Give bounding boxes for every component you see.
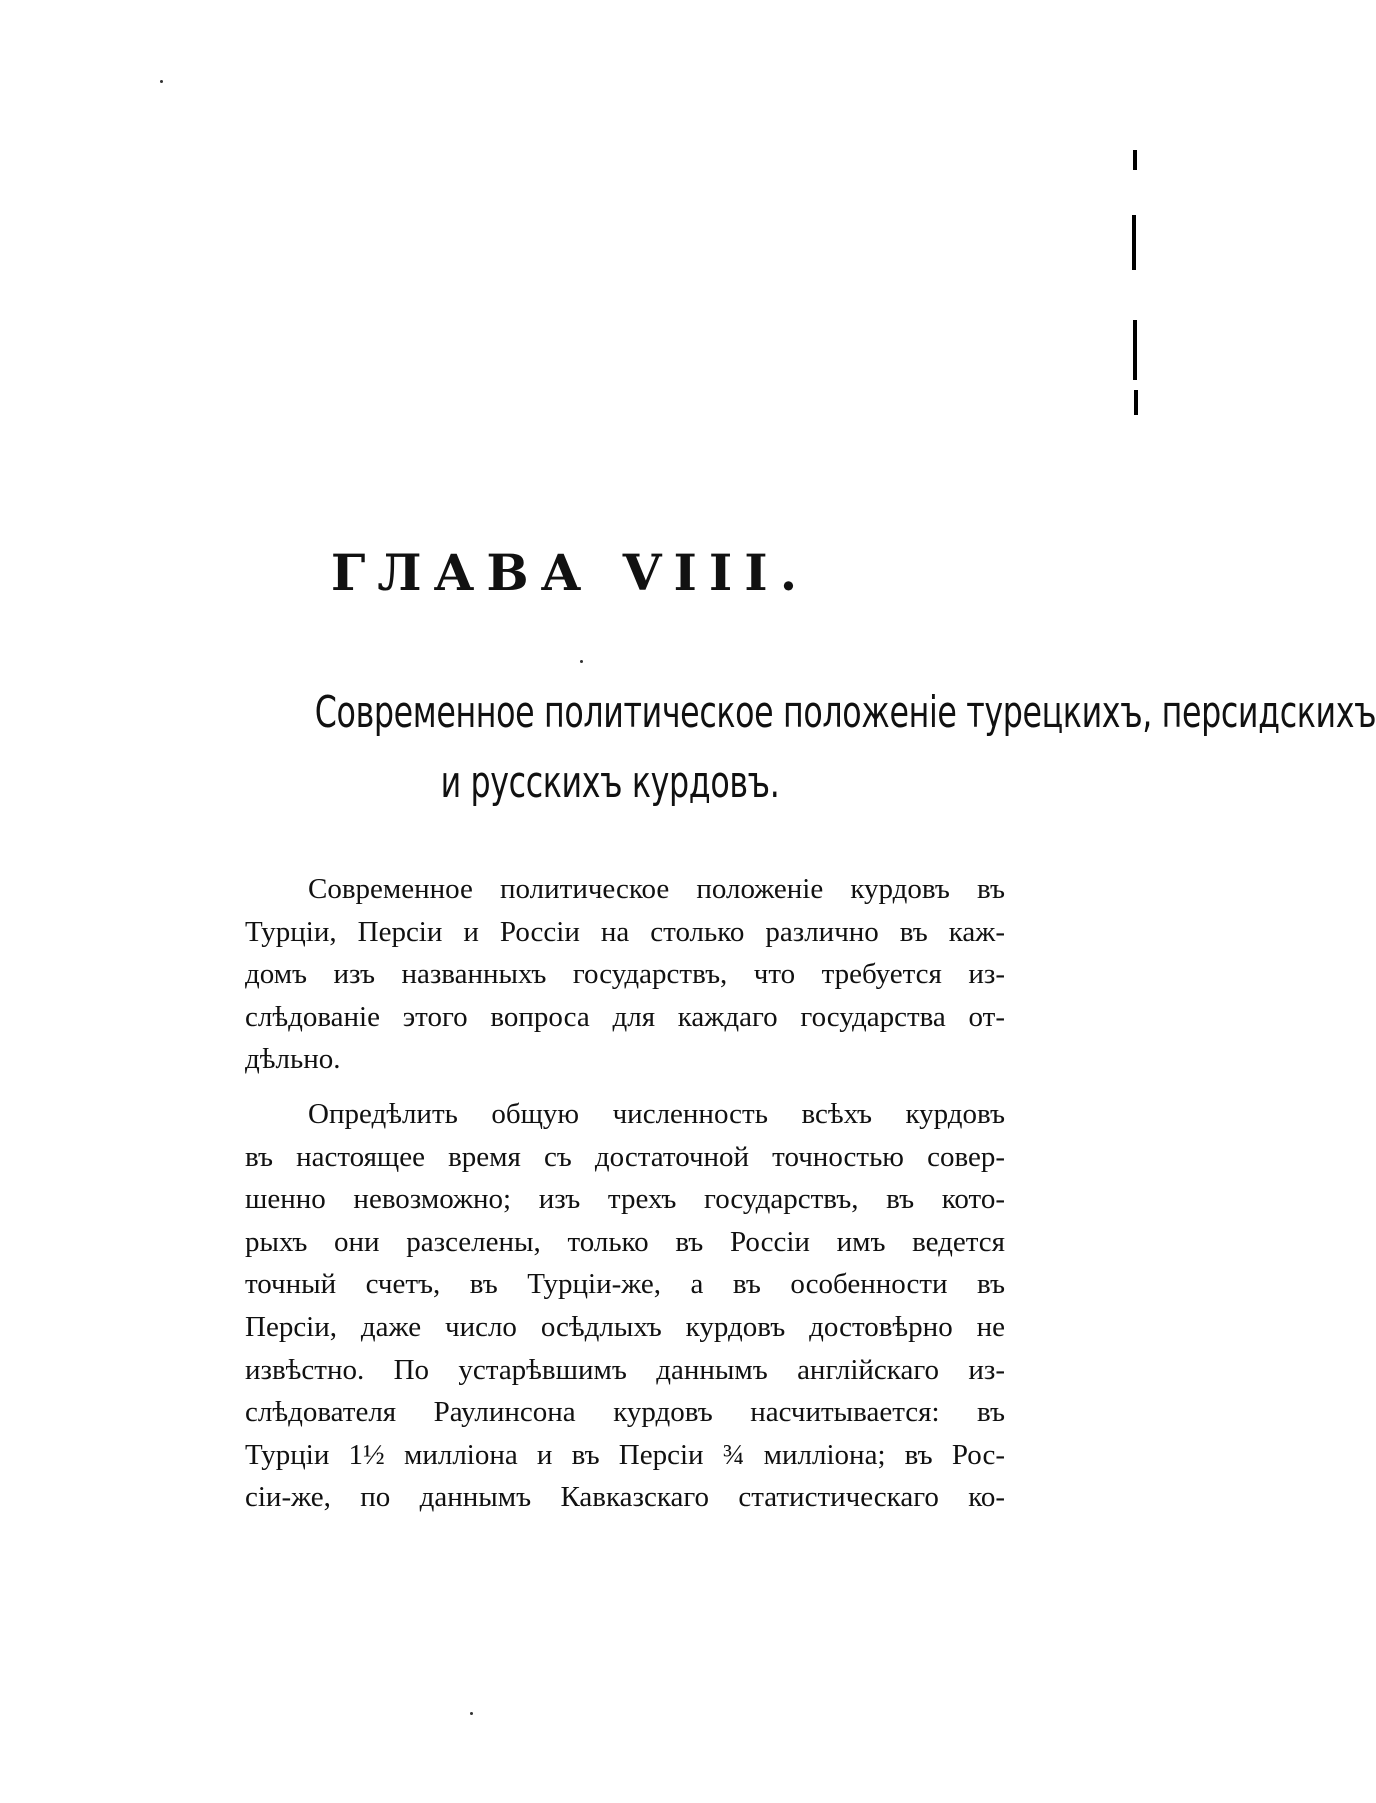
text-line: дѣльно. [245,1043,341,1076]
chapter-title-line: и русскихъ курдовъ. [440,757,780,808]
scan-speck [470,1712,473,1715]
text-line: слѣдователя Раулинсона курдовъ насчитывается: въ [245,1396,1005,1429]
paragraph [245,1093,1005,1519]
scan-speck [580,660,583,663]
chapter-heading: ГЛАВА VIII. [330,543,810,602]
text-line: рыхъ они разселены, только въ Россіи имъ ведется [245,1225,1005,1258]
text-line: въ настоящее время съ достаточной точностью совер- [245,1140,1005,1173]
chapter-title [314,678,1376,818]
scan-edge-mark [1132,215,1136,270]
scan-speck [160,80,163,83]
text-line: точный счетъ, въ Турціи-же, а въ особенности въ [245,1268,1005,1301]
text-line: Персіи, даже число осѣдлыхъ курдовъ достовѣрно не [245,1310,1005,1343]
scan-edge-mark [1133,150,1137,170]
text-line: домъ изъ названныхъ государствъ, что требуется из- [245,958,1005,991]
text-line: Турціи 1½ милліона и въ Персіи ¾ милліона; въ Рос- [245,1438,1005,1471]
text-line: шенно невозможно; изъ трехъ государствъ, въ кото- [245,1183,1005,1216]
scan-edge-mark [1134,390,1138,415]
text-line: слѣдованіе этого вопроса для каждаго государства от- [245,1000,1005,1033]
paragraph [245,868,1005,1081]
scan-edge-mark [1133,320,1137,380]
body-text [245,868,1005,1519]
chapter-title-line: Современное политическое положеніе турецкихъ, персидскихъ [314,687,1376,738]
text-line: извѣстно. По устарѣвшимъ даннымъ англійскаго из- [245,1353,1005,1386]
text-line: Опредѣлить общую численность всѣхъ курдовъ [308,1097,1005,1130]
text-line: сіи-же, по даннымъ Кавказскаго статистическаго ко- [245,1481,1005,1514]
text-line: Современное политическое положеніе курдовъ въ [308,873,1005,905]
text-line: Турціи, Персіи и Россіи на столько различно въ каж- [245,915,1005,948]
